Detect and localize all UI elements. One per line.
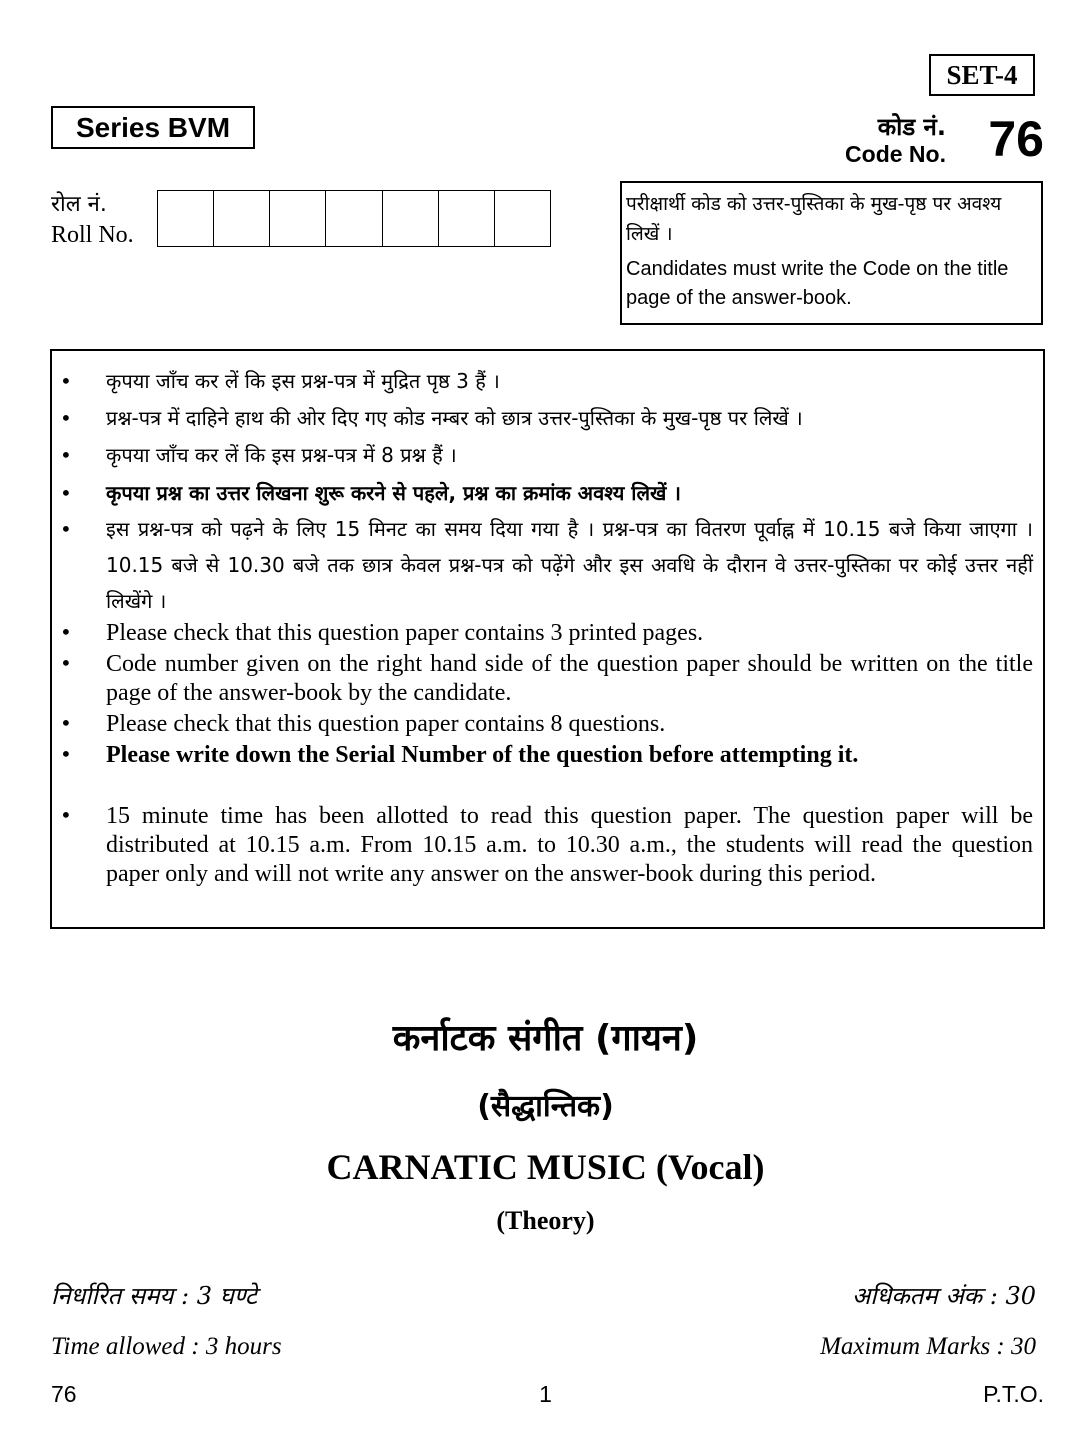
instruction-text: Please write down the Serial Number of the question before attempting it.	[106, 742, 859, 768]
candidate-note-box	[620, 181, 1043, 325]
roll-label-hindi: रोल नं.	[51, 192, 107, 217]
candidate-note-hindi: परीक्षार्थी कोड को उत्तर-पुस्तिका के मुख-पृष्ठ पर अवश्य लिखें ।	[626, 193, 1002, 245]
subject-title-english: CARNATIC MUSIC (Vocal)	[326, 1147, 765, 1187]
roll-number-box[interactable]	[270, 191, 326, 246]
roll-number-box[interactable]	[495, 191, 550, 246]
roll-number-box[interactable]	[326, 191, 382, 246]
set-label: SET-4	[929, 54, 1035, 96]
instruction-text: कृपया जाँच कर लें कि इस प्रश्न-पत्र में मुद्रित पृष्ठ 3 हैं ।	[106, 369, 500, 393]
candidate-note-english: Candidates must write the Code on the title page of the answer-book.	[626, 258, 1009, 309]
bullet-icon: •	[60, 651, 72, 675]
footer-pto: P.T.O.	[983, 1381, 1044, 1407]
maximum-marks-english: Maximum Marks : 30	[820, 1333, 1036, 1360]
time-allowed-english: Time allowed : 3 hours	[51, 1333, 282, 1360]
roll-number-box[interactable]	[383, 191, 439, 246]
instruction-text: Code number given on the right hand side of the question paper should be written on the title page of the answer-book by the candidate.	[106, 651, 1033, 706]
subject-subtitle-english: (Theory)	[496, 1206, 595, 1235]
bullet-icon: •	[60, 369, 72, 393]
footer-page-number: 1	[539, 1381, 552, 1407]
instruction-text: प्रश्न-पत्र में दाहिने हाथ की ओर दिए गए कोड नम्बर को छात्र उत्तर-पुस्तिका के मुख-पृष्ठ पर लिखें ।	[106, 406, 803, 430]
series-label: Series BVM	[51, 106, 255, 149]
roll-number-box[interactable]	[158, 191, 214, 246]
bullet-icon: •	[60, 517, 72, 541]
bullet-icon: •	[60, 406, 72, 430]
bullet-icon: •	[60, 742, 72, 766]
roll-label-english: Roll No.	[51, 222, 134, 248]
instruction-text: Please check that this question paper contains 8 questions.	[106, 711, 666, 737]
instruction-text: कृपया प्रश्न का उत्तर लिखना शुरू करने से पहले, प्रश्न का क्रमांक अवश्य लिखें ।	[106, 481, 681, 505]
code-label-hindi: कोड नं.	[877, 113, 946, 141]
code-number: 76	[988, 111, 1044, 167]
roll-number-box[interactable]	[214, 191, 270, 246]
subject-subtitle-hindi: (सैद्धान्तिक)	[477, 1089, 614, 1124]
time-allowed-hindi: निर्धारित समय : 3 घण्टे	[51, 1282, 258, 1310]
code-label-english: Code No.	[845, 141, 946, 167]
bullet-icon: •	[60, 803, 72, 827]
bullet-icon: •	[60, 481, 72, 505]
instruction-text: इस प्रश्न-पत्र को पढ़ने के लिए 15 मिनट का समय दिया गया है । प्रश्न-पत्र का वितरण पूर्वाह्न में 10.15 बजे किया जाएगा । 10.15 बजे से 10.30 बजे तक छात्र केवल प्रश्न-पत्र को पढ़ेंगे और इस अवधि के दौरान वे उत्तर-पुस्तिका पर कोई उत्तर नहीं लिखेंगे ।	[106, 517, 1033, 613]
bullet-icon: •	[60, 711, 72, 735]
roll-number-boxes[interactable]	[157, 190, 551, 247]
footer-code: 76	[51, 1381, 77, 1407]
instruction-text: 15 minute time has been allotted to read this question paper. The question paper will be distributed at 10.15 a.m. From 10.15 a.m. to 10.30 a.m., the students will read the question paper only and will not write any answer on the answer-book during this period.	[106, 803, 1033, 887]
instruction-text: Please check that this question paper contains 3 printed pages.	[106, 620, 704, 646]
bullet-icon: •	[60, 443, 72, 467]
instructions-box	[50, 349, 1045, 929]
instruction-text: कृपया जाँच कर लें कि इस प्रश्न-पत्र में 8 प्रश्न हैं ।	[106, 443, 457, 467]
subject-title-hindi: कर्नाटक संगीत (गायन)	[392, 1018, 699, 1059]
roll-number-box[interactable]	[439, 191, 495, 246]
bullet-icon: •	[60, 620, 72, 644]
maximum-marks-hindi: अधिकतम अंक : 30	[851, 1282, 1036, 1310]
